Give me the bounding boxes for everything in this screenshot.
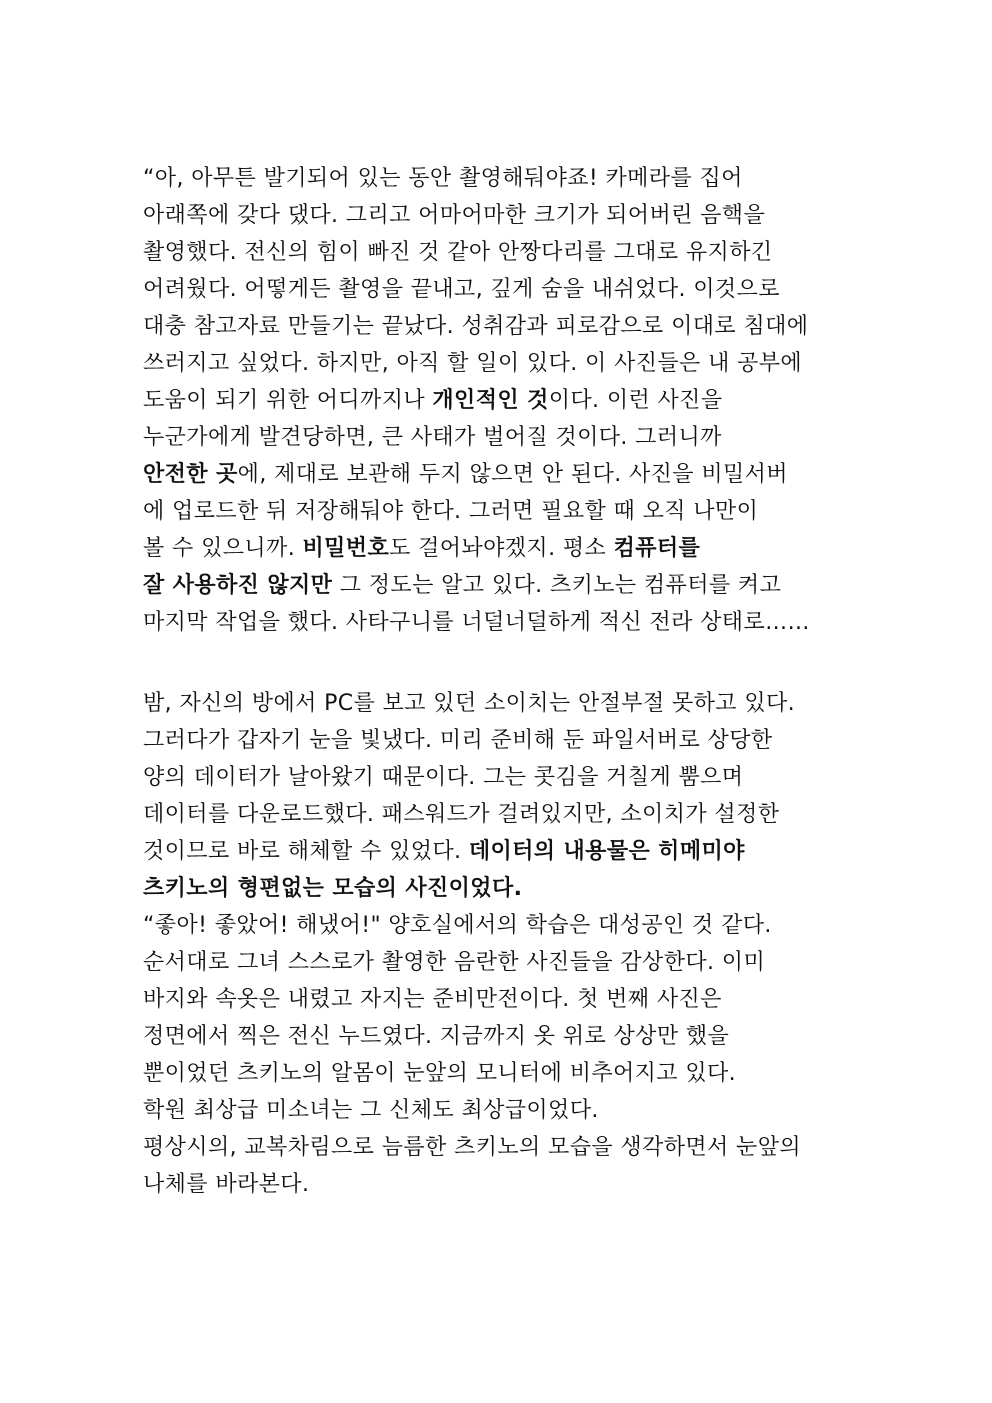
text-run: 데이터를 다운로드했다. 패스워드가 걸려있지만, 소이치가 설정한 xyxy=(143,802,780,827)
text-run: 평상시의, 교복차림으로 늠름한 츠키노의 모습을 생각하면서 눈앞의 xyxy=(143,1135,802,1160)
bold-phrase: 잘 사용하진 않지만 xyxy=(143,573,333,598)
text-run: 학원 최상급 미소녀는 그 신체도 최상급이었다. xyxy=(143,1098,599,1123)
text-run: 마지막 작업을 했다. 사타구니를 너덜너덜하게 적신 전라 상태로…… xyxy=(143,610,810,635)
text-run: 도움이 되기 위한 어디까지나 xyxy=(143,388,433,413)
text-run: 에, 제대로 보관해 두지 않으면 안 된다. 사진을 비밀서버 xyxy=(237,462,788,487)
text-line xyxy=(143,870,863,907)
text-line xyxy=(143,345,863,382)
text-line xyxy=(143,308,863,345)
text-line xyxy=(143,271,863,308)
text-run: 쓰러지고 싶었다. 하지만, 아직 할 일이 있다. 이 사진들은 내 공부에 xyxy=(143,351,803,376)
text-line xyxy=(143,907,863,944)
text-run: 정면에서 찍은 전신 누드였다. 지금까지 옷 위로 상상만 했을 xyxy=(143,1024,730,1049)
bold-phrase: 안전한 곳 xyxy=(143,462,238,487)
text-run: 아래쪽에 갖다 댔다. 그리고 어마어마한 크기가 되어버린 음핵을 xyxy=(143,203,766,228)
text-line xyxy=(143,419,863,456)
text-run: 이다. 이런 사진을 xyxy=(548,388,723,413)
text-line xyxy=(143,1166,863,1203)
text-line xyxy=(143,567,863,604)
text-line xyxy=(143,197,863,234)
text-run: “아, 아무튼 발기되어 있는 동안 촬영해둬야죠! 카메라를 집어 xyxy=(143,166,743,191)
text-line xyxy=(143,833,863,870)
text-line xyxy=(143,456,863,493)
text-run: 순서대로 그녀 스스로가 촬영한 음란한 사진들을 감상한다. 이미 xyxy=(143,950,766,975)
text-run: 볼 수 있으니까. xyxy=(143,536,303,561)
text-line xyxy=(143,604,863,641)
bold-phrase: 츠키노의 형편없는 모습의 사진이었다. xyxy=(143,876,523,901)
text-line xyxy=(143,160,863,197)
text-run: 양의 데이터가 날아왔기 때문이다. 그는 콧김을 거칠게 뿜으며 xyxy=(143,765,744,790)
bold-phrase: 데이터의 내용물은 히메미야 xyxy=(468,839,745,864)
paragraph-1 xyxy=(143,160,863,641)
text-line xyxy=(143,1018,863,1055)
text-run: 그 정도는 알고 있다. 츠키노는 컴퓨터를 켜고 xyxy=(332,573,782,598)
text-line xyxy=(143,981,863,1018)
text-line xyxy=(143,1055,863,1092)
text-run: 뿐이었던 츠키노의 알몸이 눈앞의 모니터에 비추어지고 있다. xyxy=(143,1061,737,1086)
text-run: 밤, 자신의 방에서 PC를 보고 있던 소이치는 안절부절 못하고 있다. xyxy=(143,691,796,716)
text-run: 바지와 속옷은 내렸고 자지는 준비만전이다. 첫 번째 사진은 xyxy=(143,987,722,1012)
text-line xyxy=(143,722,863,759)
text-line xyxy=(143,796,863,833)
text-line xyxy=(143,944,863,981)
text-line xyxy=(143,530,863,567)
text-run: 촬영했다. 전신의 힘이 빠진 것 같아 안짱다리를 그대로 유지하긴 xyxy=(143,240,773,265)
text-run: 도 걸어놔야겠지. 평소 xyxy=(389,536,614,561)
text-run: 나체를 바라본다. xyxy=(143,1172,310,1197)
text-run: 어려웠다. 어떻게든 촬영을 끝내고, 깊게 숨을 내쉬었다. 이것으로 xyxy=(143,277,780,302)
bold-phrase: 컴퓨터를 xyxy=(613,536,701,561)
text-line xyxy=(143,759,863,796)
text-line xyxy=(143,493,863,530)
paragraph-2 xyxy=(143,685,863,1203)
text-line xyxy=(143,1129,863,1166)
bold-phrase: 개인적인 것 xyxy=(432,388,549,413)
text-line xyxy=(143,1092,863,1129)
text-run: 대충 참고자료 만들기는 끝났다. 성취감과 피로감으로 이대로 침대에 xyxy=(143,314,809,339)
text-run: 에 업로드한 뒤 저장해둬야 한다. 그러면 필요할 때 오직 나만이 xyxy=(143,499,759,524)
text-run: 그러다가 갑자기 눈을 빛냈다. 미리 준비해 둔 파일서버로 상당한 xyxy=(143,728,773,753)
text-line xyxy=(143,234,863,271)
bold-phrase: 비밀번호 xyxy=(302,536,390,561)
text-line xyxy=(143,382,863,419)
text-run: 누군가에게 발견당하면, 큰 사태가 벌어질 것이다. 그러니까 xyxy=(143,425,722,450)
text-run: 것이므로 바로 해체할 수 있었다. xyxy=(143,839,469,864)
text-run: “좋아! 좋았어! 해냈어!" 양호실에서의 학습은 대성공인 것 같다. xyxy=(143,913,772,938)
text-line xyxy=(143,685,863,722)
